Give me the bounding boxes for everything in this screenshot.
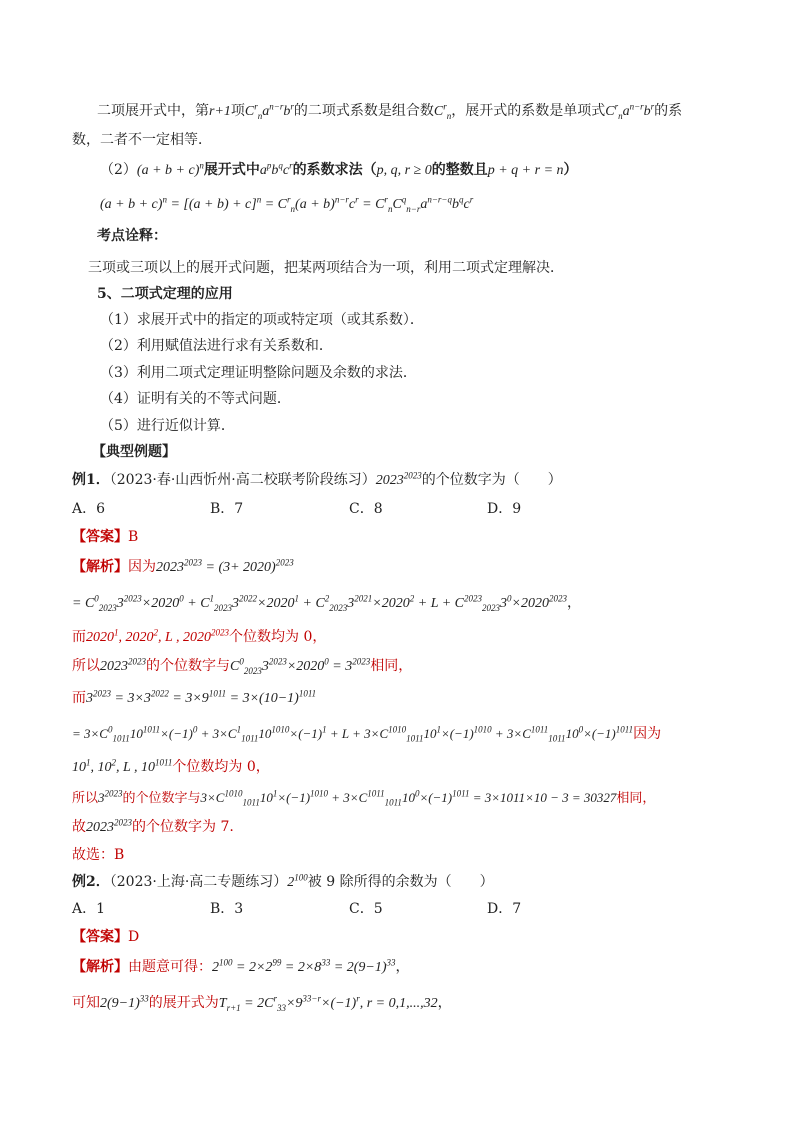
text: 由题意可得： [128,959,212,975]
analysis-line: 而2020$^1$, 2020$^2$, L , $2020^{2023}$个位数均为 0， [72,627,327,645]
text: 二项展开式中，第 [97,103,209,119]
math: $(a + b + c)^n = [(a + b) + c]^n = C^r_n(a + b)^{n-r}c^r = C^r_nC^q_{n-r}a^{n-r-q}b^qc^r$ [100,194,474,214]
math: $T_{r+1} = 2C^r_{33}\times 9^{33-r}\times(-1)^r$, r = 0,1,...,32 [218,993,438,1013]
section-heading-examples: 【典型例题】 [92,444,176,460]
formula-expansion [0,593,794,614]
example-1-choice: 故选：B [72,847,125,863]
source: （2023·春·山西忻州·高二校联考阶段练习） [109,472,376,488]
math: p + q + r = n [487,163,564,178]
analysis-conclusion: 故$2023^{2023}$的个位数字为 7. [72,817,234,835]
answer-value: B [128,529,139,545]
text: 的系 [654,103,683,119]
math: $2(9-1)^{33}$ [100,993,149,1011]
analysis-line [0,993,794,1014]
analysis-line: 所以$3^{2023}$的个位数字与$3\times C^{1010}_{1011}10^1\times(-1)^{1010} + 3\times C^{1011}_{1011}10^0\times(-1)^{1011} = 3\times 1011\times 10 - 3 = 30327$相同， [72,788,656,808]
math: $C^r_na^{n-r}b^r$ [605,101,655,121]
text: 被 9 除所得的余数为（ ） [307,874,494,890]
math: $2^{100}$ [287,872,308,890]
text: （2） [100,162,137,178]
text: 因为 [128,559,156,575]
math: $2^{100} = 2\times 2^{99} = 2\times 8^{33} = 2(9-1)^{33}$ [212,957,396,975]
analysis-line: 而$3^{2023} = 3\times 3^{2022} = 3\times 9^{1011} = 3\times(10-1)^{1011}$ [72,688,317,706]
text: 可知 [72,995,100,1011]
analysis-label: 【解析】 [72,559,128,575]
math: $(a + b + c)^n$ [136,160,204,178]
option-b: B．7 [210,501,244,517]
text: 的整数且 [431,162,488,178]
text: 数，二者不一定相等． [72,132,212,148]
text: ， [437,995,452,1011]
text: 项 [230,103,245,119]
answer-value: D [128,929,140,945]
option-c: C．5 [349,901,383,917]
math: $a^pb^qc^r$ [259,160,293,178]
section-heading-applications: 5、二项式定理的应用 [97,286,233,302]
analysis-label: 【解析】 [72,959,128,975]
text: ） [563,162,578,178]
paragraph-notes: 三项或三项以上的展开式问题，把某两项结合为一项，利用二项式定理解决． [88,260,564,276]
paragraph-trinomial-method [0,160,794,181]
analysis-line: $10^1$, $10^2$, L , $10^{1011}$个位数均为 0， [72,757,270,775]
text: 展开式中 [203,162,260,178]
list-item: （5）进行近似计算． [100,418,235,434]
math: r+1 [209,104,231,119]
text: 的个位数字为（ ） [421,472,562,488]
math: = $C^0_{2023}3^{2023}\times 2020^0 + C^1_{2023}3^{2022}\times 2020^1 + C^2_{2023}3^{2021}\times 2020^2 + L + C^{2023}_{2023}3^0\times 2020^{2023}$ [72,593,567,613]
text: 的系数求法（ [292,162,377,178]
option-a: A．6 [72,501,106,517]
option-d: D．9 [487,501,522,517]
list-item: （2）利用赋值法进行求有关系数和． [100,338,333,354]
option-b: B．3 [210,901,244,917]
math: p, q, r ≥ 0 [376,163,432,178]
math: $2023^{2023} = (3+ 2020)^{2023}$ [156,557,294,575]
example-label: 例1． [72,472,110,488]
section-heading-notes: 考点诠释： [97,228,167,244]
text: ， [395,959,410,975]
example-1-analysis [0,557,794,578]
math: $C^r_na^{n-r}b^r$ [244,101,294,121]
example-2-analysis [0,957,794,978]
formula-trinomial [0,194,794,215]
answer-label: 【答案】 [72,929,128,945]
option-d: D．7 [487,901,522,917]
list-item: （1）求展开式中的指定的项或特定项（或其系数）． [100,312,424,328]
text: 因为 [633,726,662,742]
text: 的展开式为 [148,995,219,1011]
paragraph-continuation [0,130,794,150]
formula-expansion-2 [0,724,794,745]
text: 的二项式系数是组合数 [293,103,434,119]
text: ，展开式的系数是单项式 [451,103,606,119]
math: $C^r_n$ [433,101,452,121]
analysis-line: 所以$2023^{2023}$的个位数字与$C^0_{2023}3^{2023}\times 2020^0 = 3^{2023}$相同， [72,656,413,676]
math: = $3\times C^0_{1011}10^{1011}\times(-1)^0 + 3\times C^1_{1011}10^{1010}\times(-1)^1 + L + 3\times C^{1010}_{1011}10^1\times(-1)^{1010} + 3\times C^{1011}_{1011}10^0\times(-1)^{1011}$ [72,724,634,744]
example-2-question [0,872,794,893]
option-a: A．1 [72,901,106,917]
example-2-answer [0,927,794,947]
math: $2023^{2023}$ [375,470,422,488]
text: ， [566,595,581,611]
answer-label: 【答案】 [72,529,128,545]
paragraph-binomial-coefficient [0,101,794,122]
option-c: C．8 [349,501,383,517]
example-1-answer [0,527,794,547]
list-item: （3）利用二项式定理证明整除问题及余数的求法． [100,365,417,381]
example-label: 例2． [72,874,110,890]
example-1-question [0,470,794,491]
source: （2023·上海·高二专题练习） [109,874,288,890]
list-item: （4）证明有关的不等式问题． [100,391,291,407]
